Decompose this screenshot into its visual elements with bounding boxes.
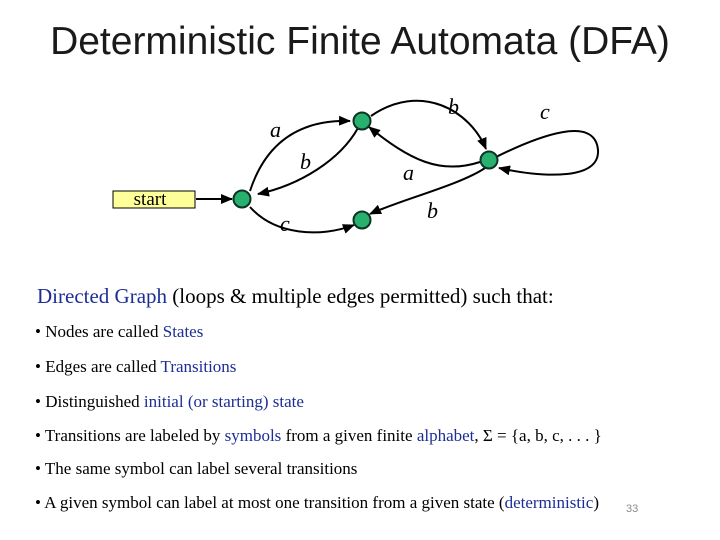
alphabet-set: , Σ = {a, b, c, . . . }: [474, 426, 602, 445]
term-alphabet: alphabet: [416, 426, 475, 445]
bullet-symbols: • Transitions are labeled by symbols from a given finite alphabet, Σ = {a, b, c, . . . }: [35, 426, 602, 445]
dfa-diagram: [0, 0, 720, 260]
edge-q2-q1: [369, 127, 480, 167]
state-q3: [354, 212, 371, 229]
term-transitions: Transitions: [160, 357, 237, 376]
term-initial-state: initial (or starting) state: [143, 392, 304, 411]
intro-rest: (loops & multiple edges permitted) such that:: [167, 284, 554, 308]
term-deterministic: deterministic: [504, 493, 594, 512]
state-q2: [481, 152, 498, 169]
edge-q0-q3: [250, 207, 354, 232]
bullet-deterministic: • A given symbol can label at most one transition from a given state (deterministic): [35, 493, 600, 512]
page-number: 33: [626, 503, 639, 515]
term-symbols: symbols: [224, 426, 282, 445]
label-q2-loop: c: [540, 99, 550, 124]
label-q1-q2: b: [448, 94, 459, 119]
label-q0-q3: c: [280, 211, 290, 236]
intro-term: Directed Graph: [37, 284, 168, 308]
edge-q2-loop: [494, 131, 598, 175]
label-q0-q1: a: [270, 117, 281, 142]
label-q1-q0: b: [300, 149, 311, 174]
slide-title: Deterministic Finite Automata (DFA): [50, 20, 670, 63]
term-states: States: [162, 322, 204, 341]
bullet-initial-state: • Distinguished initial (or starting) state: [35, 392, 304, 411]
state-q0: [234, 191, 251, 208]
label-q2-q1: a: [403, 160, 414, 185]
bullet-same-symbol: • The same symbol can label several transitions: [35, 459, 358, 478]
bullet-transitions: • Edges are called Transitions: [35, 357, 237, 376]
bullet-states: • Nodes are called States: [35, 322, 204, 341]
state-q1: [354, 113, 371, 130]
label-q2-q3: b: [427, 198, 438, 223]
intro-text: [37, 284, 554, 309]
start-label: start: [133, 189, 167, 210]
